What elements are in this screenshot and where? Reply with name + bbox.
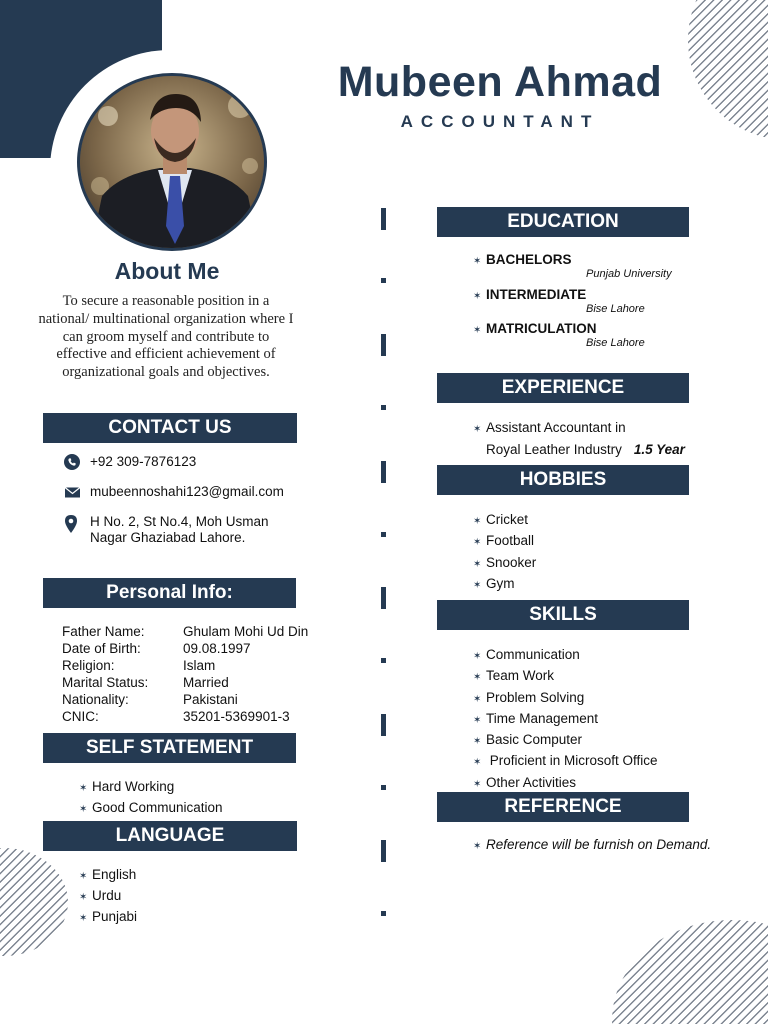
envelope-icon bbox=[64, 484, 82, 500]
language-list bbox=[79, 865, 137, 928]
contact-heading: CONTACT US bbox=[43, 413, 297, 443]
timeline-dot bbox=[381, 911, 386, 916]
timeline-dash bbox=[381, 714, 386, 736]
star-bullet-icon: ✶ bbox=[473, 579, 482, 591]
degree: BACHELORS bbox=[486, 252, 572, 267]
job-title: ACCOUNTANT bbox=[400, 112, 600, 131]
list-item: ✶ Good Communication bbox=[79, 798, 223, 819]
institute: Bise Lahore bbox=[586, 337, 645, 349]
info-label: CNIC: bbox=[62, 709, 99, 724]
star-bullet-icon: ✶ bbox=[473, 558, 482, 570]
hatched-circle-bottom-right bbox=[612, 920, 768, 1024]
info-label: Marital Status: bbox=[62, 675, 149, 690]
info-label: Religion: bbox=[62, 658, 115, 673]
address-line-1: H No. 2, St No.4, Moh Usman bbox=[90, 514, 269, 529]
email-address: mubeennoshahi123@gmail.com bbox=[90, 484, 284, 499]
star-bullet-icon: ✶ bbox=[79, 804, 88, 815]
star-bullet-icon: ✶ bbox=[473, 757, 482, 769]
star-bullet-icon: ✶ bbox=[473, 672, 482, 684]
contact-email bbox=[64, 484, 284, 500]
contact-address bbox=[64, 514, 269, 546]
reference-text: Reference will be furnish on Demand. bbox=[486, 837, 712, 852]
list-item: ✶ Hard Working bbox=[79, 777, 223, 798]
info-value: Islam bbox=[183, 658, 216, 673]
profile-photo bbox=[77, 73, 267, 251]
experience-company: Royal Leather Industry bbox=[486, 442, 622, 457]
self-statement-heading: SELF STATEMENT bbox=[43, 733, 296, 763]
info-label: Father Name: bbox=[62, 624, 145, 639]
star-bullet-icon: ✶ bbox=[79, 913, 88, 924]
star-bullet-icon: ✶ bbox=[473, 325, 482, 336]
about-heading: About Me bbox=[114, 258, 220, 284]
reference-item bbox=[473, 837, 711, 852]
info-label: Nationality: bbox=[62, 692, 129, 707]
list-item: ✶ Football bbox=[473, 531, 536, 552]
phone-number: +92 309-7876123 bbox=[90, 454, 197, 469]
hatched-circle-top-right bbox=[688, 0, 768, 140]
institute: Bise Lahore bbox=[586, 303, 645, 315]
star-bullet-icon: ✶ bbox=[473, 537, 482, 549]
skills-heading: SKILLS bbox=[437, 600, 689, 630]
person-name: Mubeen Ahmad bbox=[337, 58, 663, 106]
timeline-dot bbox=[381, 658, 386, 663]
star-bullet-icon: ✶ bbox=[79, 871, 88, 882]
list-item: ✶ Punjabi bbox=[79, 907, 137, 928]
list-item: ✶ Problem Solving bbox=[473, 688, 658, 709]
info-row bbox=[62, 674, 332, 691]
star-bullet-icon: ✶ bbox=[473, 778, 482, 790]
experience-item bbox=[473, 418, 685, 460]
education-item bbox=[473, 321, 645, 349]
star-bullet-icon: ✶ bbox=[473, 424, 482, 435]
personal-info-heading: Personal Info: bbox=[43, 578, 296, 608]
star-bullet-icon: ✶ bbox=[79, 892, 88, 903]
info-value: Married bbox=[183, 675, 229, 690]
info-row bbox=[62, 708, 332, 725]
star-bullet-icon: ✶ bbox=[473, 693, 482, 705]
info-value: 35201-5369901-3 bbox=[183, 709, 290, 724]
timeline-dot bbox=[381, 532, 386, 537]
timeline-dash bbox=[381, 208, 386, 230]
list-item: ✶ Communication bbox=[473, 645, 658, 666]
info-value: 09.08.1997 bbox=[183, 641, 251, 656]
timeline-dash bbox=[381, 840, 386, 862]
degree: MATRICULATION bbox=[486, 321, 597, 336]
timeline-dot bbox=[381, 405, 386, 410]
list-item: ✶ Cricket bbox=[473, 510, 536, 531]
about-text: To secure a reasonable position in a national/ multinational organization where I can groom myself and contribute to effective and efficient achievement of organizational goals and objectives. bbox=[38, 293, 294, 381]
contact-phone bbox=[64, 454, 196, 470]
info-value: Pakistani bbox=[183, 692, 238, 707]
star-bullet-icon: ✶ bbox=[473, 714, 482, 726]
list-item: ✶ Time Management bbox=[473, 709, 658, 730]
education-heading: EDUCATION bbox=[437, 207, 689, 237]
list-item: ✶ Other Activities bbox=[473, 773, 658, 794]
timeline-dash bbox=[381, 461, 386, 483]
list-item: ✶ Basic Computer bbox=[473, 730, 658, 751]
personal-info-table bbox=[62, 623, 332, 725]
timeline-dot bbox=[381, 785, 386, 790]
experience-heading: EXPERIENCE bbox=[437, 373, 689, 403]
timeline-dot bbox=[381, 278, 386, 283]
star-bullet-icon: ✶ bbox=[79, 783, 88, 794]
degree: INTERMEDIATE bbox=[486, 287, 587, 302]
experience-duration: 1.5 Year bbox=[633, 442, 685, 457]
star-bullet-icon: ✶ bbox=[473, 291, 482, 302]
hatched-circle-bottom-left bbox=[0, 848, 68, 956]
info-label: Date of Birth: bbox=[62, 641, 141, 656]
institute: Punjab University bbox=[586, 268, 672, 280]
reference-heading: REFERENCE bbox=[437, 792, 689, 822]
info-row bbox=[62, 623, 332, 640]
list-item: ✶ English bbox=[79, 865, 137, 886]
info-row bbox=[62, 691, 332, 708]
experience-role: Assistant Accountant in bbox=[486, 420, 626, 435]
timeline-dash bbox=[381, 334, 386, 356]
list-item: ✶ Gym bbox=[473, 574, 536, 595]
timeline-dash bbox=[381, 587, 386, 609]
info-value: Ghulam Mohi Ud Din bbox=[183, 624, 309, 639]
list-item: ✶ Urdu bbox=[79, 886, 137, 907]
self-statement-list bbox=[79, 777, 223, 819]
education-item bbox=[473, 252, 672, 280]
skills-list bbox=[473, 645, 658, 794]
star-bullet-icon: ✶ bbox=[473, 256, 482, 267]
location-pin-icon bbox=[64, 514, 82, 534]
info-row bbox=[62, 640, 332, 657]
education-item bbox=[473, 287, 645, 315]
star-bullet-icon: ✶ bbox=[473, 516, 482, 527]
info-row bbox=[62, 657, 332, 674]
hobbies-list bbox=[473, 510, 536, 595]
list-item: ✶ Team Work bbox=[473, 666, 658, 687]
hobbies-heading: HOBBIES bbox=[437, 465, 689, 495]
address-line-2: Nagar Ghaziabad Lahore. bbox=[90, 530, 246, 545]
list-item: ✶ Proficient in Microsoft Office bbox=[473, 751, 658, 772]
phone-icon bbox=[64, 454, 82, 470]
language-heading: LANGUAGE bbox=[43, 821, 297, 851]
list-item: ✶ Snooker bbox=[473, 553, 536, 574]
star-bullet-icon: ✶ bbox=[473, 736, 482, 748]
star-bullet-icon: ✶ bbox=[473, 841, 482, 852]
star-bullet-icon: ✶ bbox=[473, 651, 482, 662]
